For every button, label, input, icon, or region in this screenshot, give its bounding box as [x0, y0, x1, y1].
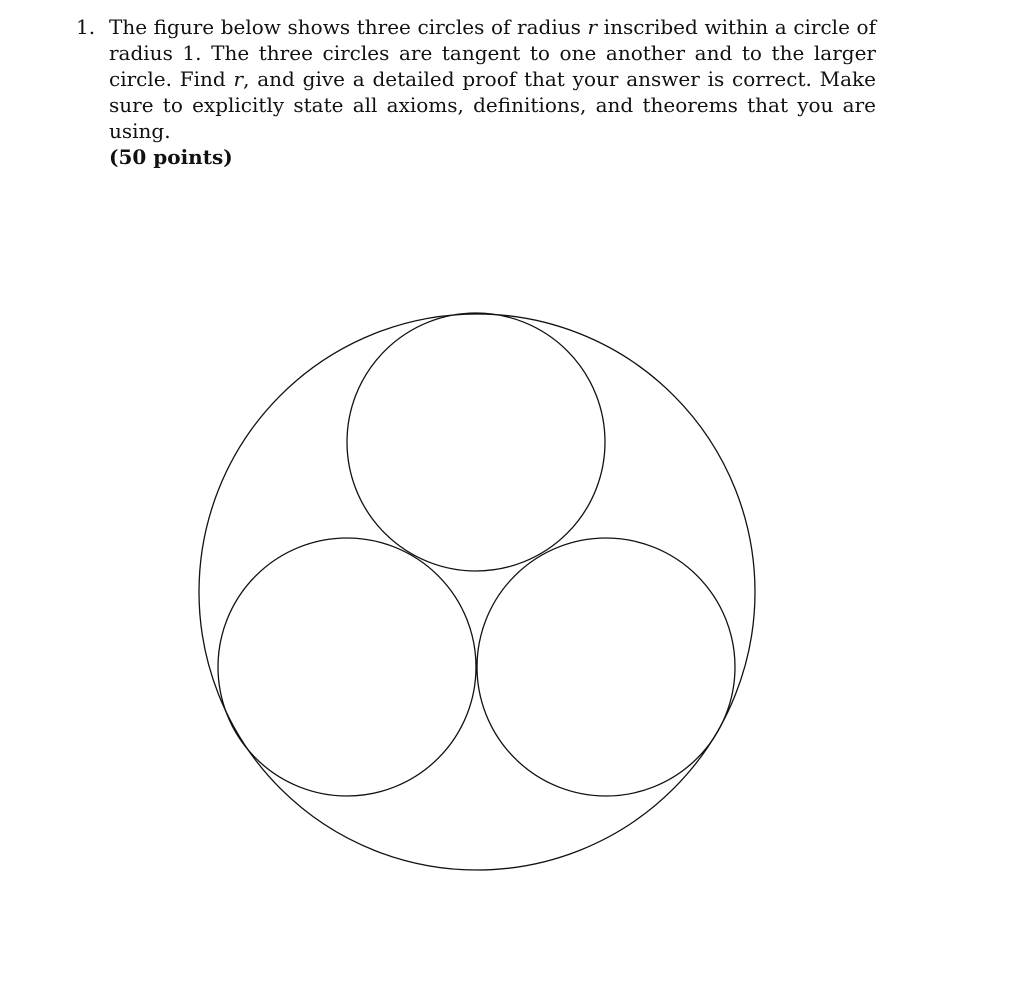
inner-circle-top [347, 313, 605, 571]
inner-circle-bottom-left [218, 538, 476, 796]
variable-r: r [587, 15, 598, 39]
circles-figure [190, 305, 765, 880]
points-label: (50 points) [109, 145, 233, 169]
statement-text-3: , and give a detailed proof that your answer is correct. Make sure to explicitly state all axioms, definitions, and theorems that you are using. [109, 67, 877, 143]
statement-text-1: The figure below shows three circles of radius [109, 15, 588, 39]
problem-1 [76, 14, 876, 170]
outer-circle [199, 314, 755, 870]
variable-r: r [233, 67, 244, 91]
statement-text-2: inscribed within a circle of radius 1. The three circles are tangent to one another and to the larger circle. Find [109, 15, 876, 91]
problem-statement [109, 14, 876, 144]
problem-number: 1. [76, 15, 96, 39]
inner-circle-bottom-right [477, 538, 735, 796]
